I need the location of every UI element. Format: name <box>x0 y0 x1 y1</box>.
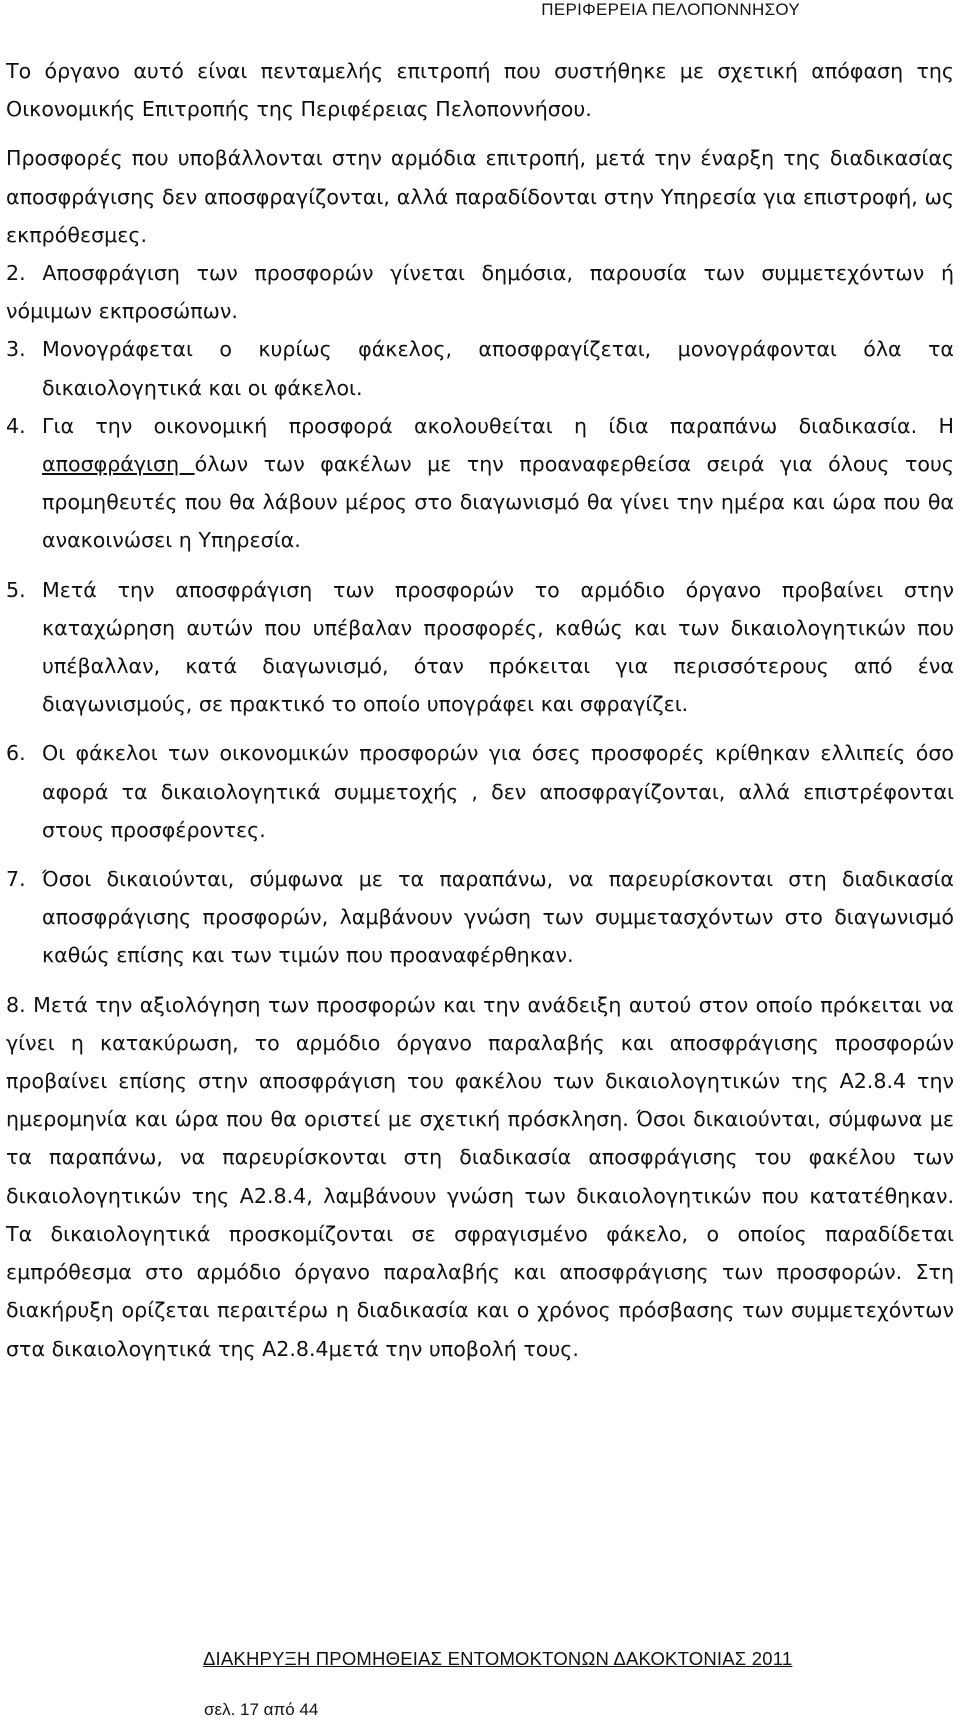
item-4-text <box>42 407 954 560</box>
item-6 <box>6 734 954 849</box>
footer-title-text: ΔΙΑΚΗΡΥΞΗ ΠΡΟΜΗΘΕΙΑΣ ΕΝΤΟΜΟΚΤΟΝΩΝ ΔΑΚΟΚΤΟΝΙΑΣ 2011 <box>203 1648 793 1669</box>
item-4-number: 4. <box>6 413 26 438</box>
item-3 <box>6 330 954 406</box>
document-body <box>6 52 954 1368</box>
page-number: σελ. 17 από 44 <box>204 1700 319 1719</box>
item-4-underlined: αποσφράγιση <box>42 452 195 477</box>
item-5-number: 5. <box>6 577 26 602</box>
page-header: ΠΕΡΙΦΕΡΕΙΑ ΠΕΛΟΠΟΝΝΗΣΟΥ <box>541 0 800 19</box>
item-2 <box>6 254 954 330</box>
item-4-line1: Για την οικονομική προσφορά ακολουθείται η ίδια παραπάνω διαδικασία. Η <box>42 413 954 438</box>
item-5-text: Μετά την αποσφράγιση των προσφορών το αρμόδιο όργανο προβαίνει στην καταχώρηση αυτών που υπέβαλαν προσφορές, καθώς και των δικαιολογητικών που υπέβαλλαν, κατά διαγωνισμό, όταν πρόκειται για περισσότερους από ένα διαγωνισμούς, σε πρακτικό το οποίο υπογράφει και σφραγίζει. <box>42 577 954 717</box>
item-6-text: Οι φάκελοι των οικονομικών προσφορών για όσες προσφορές κρίθηκαν ελλιπείς όσο αφορά τα δικαιολογητικά συμμετοχής , δεν αποσφραγίζονται, αλλά επιστρέφονται στους προσφέροντες. <box>42 741 954 842</box>
item-6-number: 6. <box>6 741 26 766</box>
intro-paragraph-2: Προσφορές που υποβάλλονται στην αρμόδια επιτροπή, μετά την έναρξη της διαδικασίας αποσφράγισης δεν αποσφραγίζονται, αλλά παραδίδονται στην Υπηρεσία για επιστροφή, ως εκπρόθεσμες. <box>6 146 954 247</box>
item-3-number: 3. <box>6 337 26 362</box>
item-7-text: Όσοι δικαιούνται, σύμφωνα με τα παραπάνω, να παρευρίσκονται στη διαδικασία αποσφράγισης προσφορών, λαμβάνουν γνώση των συμμετασχόντων στο διαγωνισμό καθώς επίσης και των τιμών που προαναφέρθηκαν. <box>42 867 954 968</box>
item-4-rest: όλων των φακέλων με την προαναφερθείσα σειρά για όλους τους προμηθευτές που θα λάβουν μέρος στο διαγωνισμό θα γίνει την ημέρα και ώρα που θα ανακοινώσει η Υπηρεσία. <box>42 452 954 553</box>
item-8-text: Μετά την αξιολόγηση των προσφορών και την ανάδειξη αυτού στον οποίο πρόκειται να γίνει η κατακύρωση, το αρμόδιο όργανο παραλαβής και αποσφράγισης προσφορών προβαίνει επίσης στην αποσφράγιση του φακέλου των δικαιολογητικών της Α2.8.4 την ημερομηνία και ώρα που θα οριστεί με σχετική πρόσκληση. Όσοι δικαιούνται, σύμφωνα με τα παραπάνω, να παρευρίσκονται στη διαδικασία αποσφράγισης του φακέλου των δικαιολογητικών της Α2.8.4, λαμβάνουν γνώση των δικαιολογητικών που κατατέθηκαν. Τα δικαιολογητικά προσκομίζονται σε σφραγισμένο φάκελο, ο οποίος παραδίδεται εμπρόθεσμα στο αρμόδιο όργανο παραλαβής και αποσφράγισης των προσφορών. Στη διακήρυξη ορίζεται περαιτέρω η διαδικασία και ο χρόνος πρόσβασης των συμμετεχόντων στα δικαιολογητικά της Α2.8.4μετά την υποβολή τους. <box>6 992 955 1361</box>
item-8-number: 8. <box>6 992 26 1017</box>
item-7 <box>6 860 954 975</box>
item-5 <box>6 571 954 724</box>
item-4 <box>6 407 954 560</box>
item-3-text: Μονογράφεται ο κυρίως φάκελος, αποσφραγίζεται, μονογράφονται όλα τα δικαιολογητικά και οι φάκελοι. <box>42 337 954 400</box>
footer-title <box>203 1648 792 1670</box>
item-7-number: 7. <box>6 867 26 892</box>
item-2-number: 2. <box>6 261 26 286</box>
item-8 <box>6 986 954 1368</box>
item-2-text: Αποσφράγιση των προσφορών γίνεται δημόσια, παρουσία των συμμετεχόντων ή νόμιμων εκπροσώπων. <box>6 261 954 324</box>
intro-paragraph-1: Το όργανο αυτό είναι πενταμελής επιτροπή που συστήθηκε με σχετική απόφαση της Οικονομικής Επιτροπής της Περιφέρειας Πελοποννήσου. <box>6 59 954 122</box>
